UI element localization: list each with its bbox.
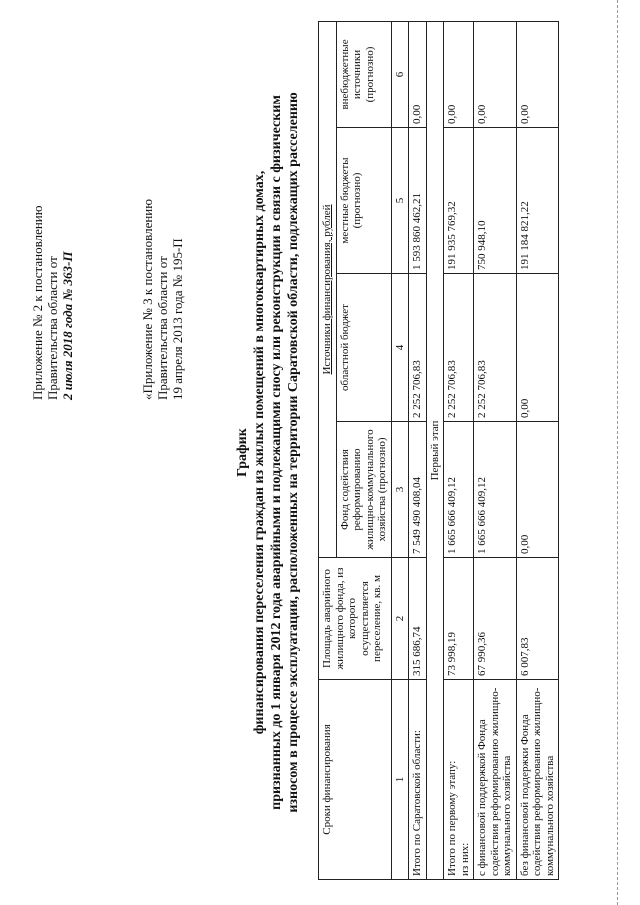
- appendix-old-line2: Правительства области от: [155, 256, 170, 400]
- appendix-new-date: 2 июля 2018 года: [60, 303, 75, 400]
- header-regional: областной бюджет: [336, 274, 391, 422]
- appendix-new-line3: [60, 206, 75, 400]
- title-line1: финансирования переселения граждан из жилых помещений в многоквартирных домах,: [252, 170, 267, 735]
- row-regional: 2 252 706,83: [444, 274, 474, 422]
- total-extra: 0,00: [409, 21, 427, 127]
- title-line3: износом в процессе эксплуатации, расположенных на территории Саратовской области, подлежащих расселению: [286, 92, 301, 813]
- total-row: [409, 21, 427, 879]
- header-area: Площадь аварийного жилищного фонда, из которого осуществляется переселение, кв. м: [319, 558, 392, 680]
- total-local: 1 593 860 462,21: [409, 128, 427, 274]
- row-local: 191 935 769,32: [444, 128, 474, 274]
- table-row: [474, 21, 517, 879]
- row-fund: 0,00: [516, 422, 559, 558]
- row-local: 750 948,10: [474, 128, 517, 274]
- column-number: 3: [391, 422, 409, 558]
- appendix-new-line2: Правительства области от: [45, 256, 60, 400]
- row-label: с финансовой поддержкой Фонда содействия реформированию жилищно-коммунального хозяйства: [474, 680, 517, 880]
- table-row: [444, 21, 474, 879]
- row-extra: 0,00: [444, 21, 474, 127]
- header-extra: внебюджетные источники (прогнозно): [336, 21, 391, 127]
- appendix-old-line3: 19 апреля 2013 года № 195-П: [170, 238, 185, 400]
- appendix-new-line1: Приложение № 2 к постановлению: [30, 205, 45, 400]
- row-fund: 1 665 666 409,12: [474, 422, 517, 558]
- document-heading: График: [235, 428, 250, 477]
- row-area: 67 990,36: [474, 558, 517, 680]
- total-area: 315 686,74: [409, 558, 427, 680]
- header-fund: Фонд содействия реформированию жилищно-коммунального хозяйства (прогнозно): [336, 422, 391, 558]
- column-number: 5: [391, 128, 409, 274]
- appendix-new-block: [30, 206, 75, 400]
- row-local: 191 184 821,22: [516, 128, 559, 274]
- row-regional: 0,00: [516, 274, 559, 422]
- row-extra: 0,00: [474, 21, 517, 127]
- header-period: Сроки финансирования: [319, 680, 392, 880]
- total-regional: 2 252 706,83: [409, 274, 427, 422]
- appendix-old-line1: «Приложение № 3 к постановлению: [140, 199, 155, 400]
- total-fund: 7 549 490 408,04: [409, 422, 427, 558]
- column-number: 6: [391, 21, 409, 127]
- column-number: 4: [391, 274, 409, 422]
- title-line2: признанных до 1 января 2012 года аварийными и подлежащими сносу или реконструкции в связи с физическим: [269, 95, 284, 810]
- table-row: [516, 21, 559, 879]
- stage-row: [426, 21, 444, 879]
- row-fund: 1 665 666 409,12: [444, 422, 474, 558]
- total-label: Итого по Саратовской области:: [409, 680, 427, 880]
- appendix-new-number: № 363-П: [60, 251, 75, 301]
- header-row-1: [319, 21, 337, 879]
- column-number: 2: [391, 558, 409, 680]
- header-local: местные бюджеты (прогнозно): [336, 128, 391, 274]
- row-label-main: Итого по первому этапу:: [446, 760, 458, 876]
- stage-label: Первый этап: [426, 21, 444, 879]
- row-label: без финансовой поддержки Фонда содействия реформированию жилищно-коммунального хозяйства: [516, 680, 559, 880]
- appendix-old-block: [140, 199, 185, 400]
- row-label-sub: из них:: [458, 842, 471, 876]
- row-extra: 0,00: [516, 21, 559, 127]
- financing-table: [318, 21, 559, 880]
- row-area: 6 007,83: [516, 558, 559, 680]
- row-area: 73 998,19: [444, 558, 474, 680]
- row-regional: 2 252 706,83: [474, 274, 517, 422]
- row-label: [444, 680, 474, 880]
- column-number: 1: [391, 680, 409, 880]
- column-number-row: [391, 21, 409, 879]
- header-sources-group: Источники финансирования, рублей: [319, 21, 337, 557]
